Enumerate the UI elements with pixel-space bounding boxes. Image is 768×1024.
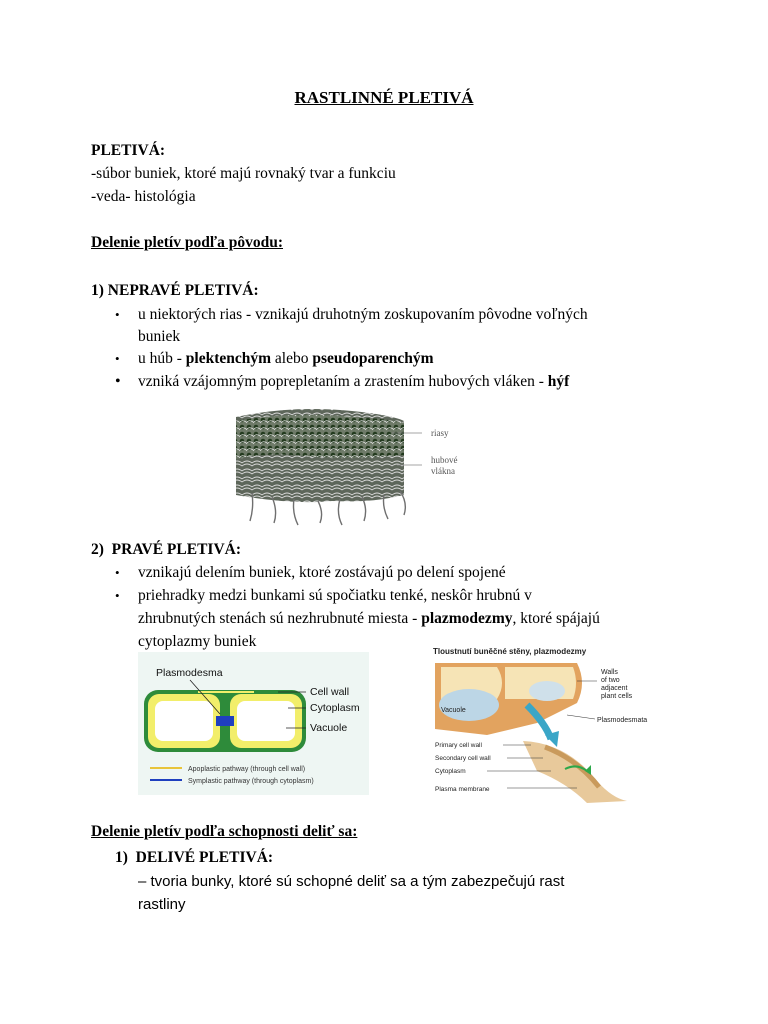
label-secondary-wall: Secondary cell wall — [435, 755, 491, 762]
bullet-text: zhrubnutých stenách sú nezhrubnuté miesta - — [138, 610, 422, 627]
part1-bullet3 — [138, 372, 569, 392]
label-vacuole: Vacuole — [310, 722, 348, 734]
bullet3-text: vzniká vzájomným poprepletaním a zrastením hubových vláken - — [138, 373, 548, 390]
part1-number: 1 — [91, 282, 99, 299]
label-walls-4: plant cells — [601, 693, 633, 700]
part2-bullet2-line3: cytoplazmy buniek — [138, 633, 257, 650]
lichen-illustration — [232, 403, 482, 528]
section2-part1-title: DELIVÉ PLETIVÁ: — [135, 849, 274, 866]
part2-heading — [91, 540, 241, 560]
section2-heading: Delenie pletív podľa schopnosti deliť sa: — [91, 823, 358, 840]
label-vlakna: vlákna — [431, 466, 455, 476]
intro-line-2: -veda- histológia — [91, 188, 196, 205]
bullet-icon: • — [115, 307, 120, 322]
bullet-icon: • — [115, 373, 121, 390]
label-cell-wall: Cell wall — [310, 686, 350, 698]
bullet-text-post: , ktoré spájajú — [512, 610, 600, 627]
part1-bullet1-line1: u niektorých rias - vznikajú druhotným zoskupovaním pôvodne voľných — [138, 306, 588, 323]
label-walls-3: adjacent — [601, 685, 628, 692]
part1-title: ) NEPRAVÉ PLETIVÁ: — [98, 282, 259, 299]
bullet-term: plazmodezmy — [421, 610, 513, 627]
label-cytoplasm-right: Cytoplasm — [435, 768, 466, 775]
section2-part1-number: 1) — [115, 849, 128, 866]
label-vacuole-right: Vacuole — [441, 707, 466, 714]
label-hubove: hubové — [431, 455, 458, 465]
part2-bullet1: vznikajú delením buniek, ktoré zostávajú po delení spojené — [138, 564, 506, 581]
legend-apoplastic: Apoplastic pathway (through cell wall) — [188, 766, 306, 773]
label-walls-2: of two — [601, 677, 620, 684]
bullet-icon: • — [115, 588, 120, 603]
label-cytoplasm: Cytoplasm — [310, 702, 360, 714]
bullet2-text: u húb - — [138, 350, 186, 367]
plasmodesma-diagram — [138, 652, 369, 795]
section2-line1: – tvoria bunky, ktoré sú schopné deliť sa a tým zabezpečujú rast — [138, 873, 565, 890]
part1-bullet1-line2: buniek — [138, 328, 181, 345]
label-primary-wall: Primary cell wall — [435, 742, 482, 749]
intro-heading: PLETIVÁ: — [91, 142, 166, 159]
label-riasy: riasy — [431, 428, 449, 438]
intro-line-1: -súbor buniek, ktoré majú rovnaký tvar a funkciu — [91, 165, 396, 182]
section1-heading: Delenie pletív podľa pôvodu: — [91, 234, 283, 251]
section2-part1-heading — [115, 848, 273, 868]
bullet2-mid: alebo — [271, 350, 313, 367]
document-title: RASTLINNÉ PLETIVÁ — [294, 88, 474, 107]
part2-number: 2) — [91, 541, 104, 558]
part2-bullet2-line1: priehradky medzi bunkami sú spočiatku tenké, neskôr hrubnú v — [138, 587, 532, 604]
bullet3-term: hýf — [547, 373, 570, 390]
bullet2-term2: pseudoparenchým — [312, 350, 434, 367]
label-plasma-membrane: Plasma membrane — [435, 786, 490, 793]
cell-wall-thickening-diagram — [427, 643, 692, 807]
label-plasmodesmata: Plasmodesmata — [597, 717, 648, 724]
label-plasmodesma: Plasmodesma — [156, 667, 223, 679]
bullet-icon: • — [115, 351, 120, 366]
part1-heading — [91, 281, 259, 301]
part2-title: PRAVÉ PLETIVÁ: — [111, 541, 241, 558]
section2-line2: rastliny — [138, 896, 186, 913]
legend-symplastic: Symplastic pathway (through cytoplasm) — [188, 778, 314, 785]
bullet-icon: • — [115, 565, 120, 580]
part2-bullet2-line2 — [138, 609, 600, 629]
diagram-title: Tloustnutí buněčné stěny, plazmodezmy — [433, 647, 587, 656]
bullet2-term1: plektenchým — [185, 350, 272, 367]
part1-bullet2 — [138, 349, 434, 369]
label-walls-1: Walls — [601, 669, 618, 676]
